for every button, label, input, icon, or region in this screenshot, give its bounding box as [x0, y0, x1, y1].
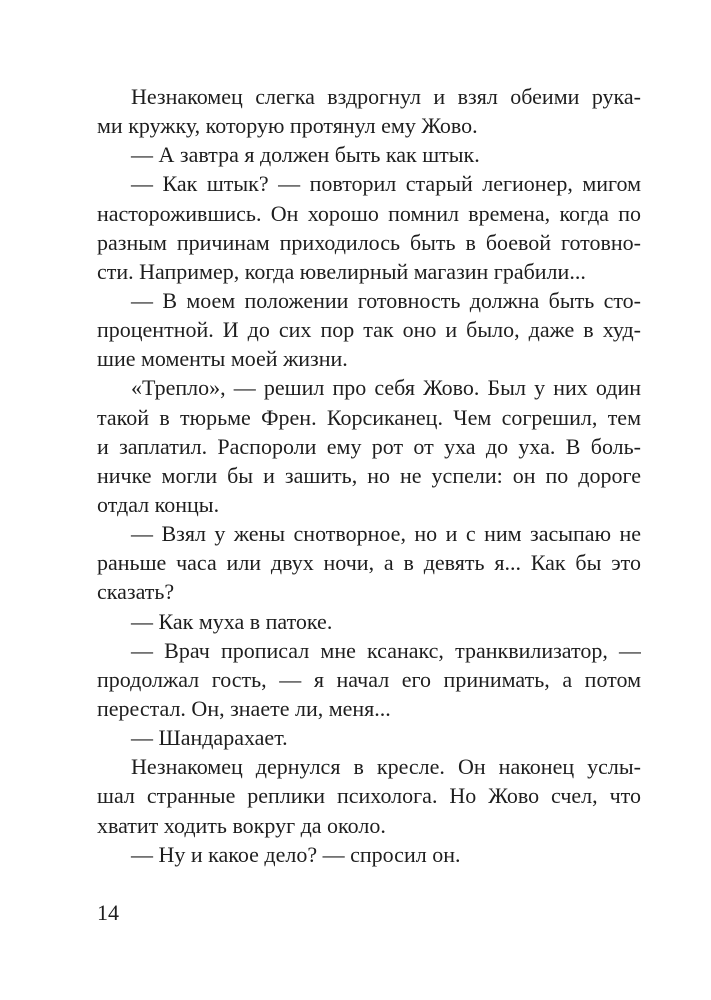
- paragraph: [97, 82, 641, 140]
- paragraph: [97, 607, 641, 636]
- text-line: продолжал гость, — я начал его принимать, а потом: [97, 666, 641, 692]
- text-line: Незнакомец дернулся в кресле. Он наконец услы-: [131, 754, 641, 780]
- paragraph: [97, 169, 641, 286]
- page-number: 14: [97, 900, 119, 925]
- paragraph: [97, 140, 641, 169]
- text-line: — В моем положении готовность должна быть сто-: [131, 287, 641, 313]
- text-line: — Как муха в патоке.: [131, 608, 333, 634]
- text-line: — Ну и какое дело? — спросил он.: [131, 841, 461, 867]
- text-line: перестал. Он, знаете ли, меня...: [97, 695, 391, 721]
- text-line: ми кружку, которую протянул ему Жово.: [97, 113, 478, 139]
- paragraph: [97, 723, 641, 752]
- text-line: Незнакомец слегка вздрогнул и взял обеими рука-: [131, 84, 641, 109]
- text-line: такой в тюрьме Френ. Корсиканец. Чем согрешил, тем: [97, 404, 641, 430]
- text-line: разным причинам приходилось быть в боевой готовно-: [97, 229, 641, 255]
- text-line: шие моменты моей жизни.: [97, 346, 348, 372]
- paragraph: [97, 840, 641, 869]
- text-line: — Врач прописал мне ксанакс, транквилизатор, —: [131, 637, 641, 663]
- text-line: — Шандарахает.: [131, 725, 288, 751]
- text-line: и заплатил. Распороли ему рот от уха до уха. В боль-: [97, 433, 641, 459]
- text-line: шал странные реплики психолога. Но Жово счел, что: [97, 783, 641, 809]
- text-line: процентной. И до сих пор так оно и было, даже в худ-: [97, 317, 641, 343]
- body-text: [97, 82, 641, 869]
- paragraph: [97, 286, 641, 373]
- text-line: — Взял у жены снотворное, но и с ним засыпаю не: [131, 521, 641, 547]
- text-line: отдал концы.: [97, 491, 220, 517]
- text-line: хватит ходить вокруг да около.: [97, 812, 386, 838]
- paragraph: [97, 636, 641, 723]
- text-line: сказать?: [97, 579, 175, 605]
- text-line: сти. Например, когда ювелирный магазин грабили...: [97, 258, 586, 284]
- text-line: насторожившись. Он хорошо помнил времена, когда по: [97, 200, 641, 226]
- text-line: — А завтра я должен быть как штык.: [131, 142, 480, 168]
- text-line: «Трепло», — решил про себя Жово. Был у них один: [131, 375, 641, 401]
- paragraph: [97, 373, 641, 519]
- paragraph: [97, 519, 641, 606]
- text-line: раньше часа или двух ночи, а в девять я... Как бы это: [97, 550, 641, 576]
- text-line: ничке могли бы и зашить, но не успели: он по дороге: [97, 462, 641, 488]
- paragraph: [97, 752, 641, 839]
- text-line: — Как штык? — повторил старый легионер, мигом: [131, 171, 641, 197]
